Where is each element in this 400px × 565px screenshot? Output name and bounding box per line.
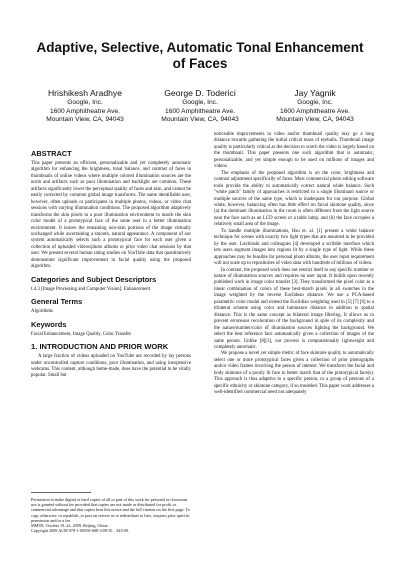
body-paragraph: The emphasis of the proposed algorithm is on the color, brightness and contrast adjustment specifically of faces. Most commercial photo editing software tools provide the ability to automatically correct natural white balance. Such "white patch" family of approaches is restricted to a single illuminant source or multiple sources of the same type, which is inadequate for our purpose. Global white, however, balancing often has little effect on facial skintone quality, since (a) the dominant illumination in the room is often different from the light source near the face such as an LCD screen or a table lamp, and (b) the face occupies a relatively small area of the image. <box>214 170 374 228</box>
body-paragraph: noticeable improvements in video and/or thumbnail quality may go a long distance towards gathering the initial critical mass of eyeballs. Thumbnail image quality is particularly critical as the decision to watch the video is largely based on the thumbnail. This paper presents one such algorithm that is automatic, personalizable, and yet simple enough to be used on millions of images and videos. <box>214 132 374 170</box>
author-name: Hrishikesh Aradhye <box>47 88 123 98</box>
general-terms-heading: General Terms <box>31 297 83 307</box>
author-org: Google, Inc. <box>297 99 333 106</box>
author-1 <box>30 88 140 125</box>
general-terms-text: Algorithms <box>31 309 54 315</box>
intro-heading: 1. INTRODUCTION AND PRIOR WORK <box>31 342 169 352</box>
author-name: George D. Toderici <box>164 88 236 98</box>
copyright-footnote <box>31 497 191 533</box>
abstract-text: This paper presents an efficient, personalizable and yet completely automatic algorithm for enhancing the brightness, tonal balance, and contrast of faces in thumbnails of online videos where multiple colored illumination sources are the norm and artifacts such as poor illumination and backlight are common. These artifacts significantly lower the perceptual quality of faces and skin, and cannot be easily corrected by common global image transforms. The same identifiable user, however, often uploads or participates in multiple photos, videos, or video chat sessions with varying illumination conditions. The proposed algorithm adaptively transforms the skin pixels in a poor illumination environment to match the skin color model of a prototypical face of the same user in a better illumination environment. It leaves the remaining non-skin portions of the image virtually unchanged while ascertaining a smooth, natural appearance. A component of our system automatically selects such a prototypical face for each user given a collection of uploaded videos/photo albums or prior video chat sessions by that user. We present several human rating studies on YouTube data that quantitatively demonstrate significant improvement in facial quality using the proposed algorithm. <box>31 161 191 270</box>
author-name: Jay Yagnik <box>294 88 336 98</box>
author-city: Mountain View, CA, 94043 <box>46 116 124 124</box>
author-address: 1600 Amphitheatre Ave. <box>50 107 120 115</box>
categories-text: I.4.3 [Image Processing and Computer Vision]: Enhancement <box>31 286 151 292</box>
copyright-text: Copyright 2009 ACM 978-1-60558-608-3/09/10 ...$10.00. <box>31 528 130 534</box>
keywords-text: Facial Enhancement, Image Quality, Color Transfer <box>31 331 132 337</box>
author-2 <box>145 88 255 125</box>
paper-title: Adaptive, Selective, Automatic Tonal Enhancement of Faces <box>36 40 364 71</box>
abstract-heading: ABSTRACT <box>31 149 72 158</box>
body-paragraph: To handle multiple illuminations, Hsu et. al. [1] present a white balance technique for scenes with exactly two light types that are assumed to be provided by the user. Lischinski and colleagues [4] developed a scribble interface which lets users segment images into regions lit by a single type of light. While these approaches may be feasible for personal photo albums, the user input requirement will not scale up to repositories of video data with hundreds of millions of videos. <box>214 228 374 267</box>
author-3 <box>260 88 370 125</box>
permission-text: Permission to make digital or hard copies of all or part of this work for personal or classroom use is granted without fee provided that copies are not made or distributed for profit or commercial advantage and that copies bear this notice and the full citation on the first page. To copy otherwise, to republish, to post on servers or to redistribute to lists, requires prior specific permission and/or a fee. <box>31 497 190 523</box>
author-address: 1600 Amphitheatre Ave. <box>165 107 235 115</box>
author-address: 1600 Amphitheatre Ave. <box>280 107 350 115</box>
footnote-rule <box>31 492 91 493</box>
left-column <box>31 150 191 380</box>
conference-text: MM'09, October 19–24, 2009, Beijing, China. <box>31 523 109 529</box>
author-city: Mountain View, CA, 94043 <box>161 116 239 124</box>
author-org: Google, Inc. <box>182 99 218 106</box>
author-org: Google, Inc. <box>67 99 103 106</box>
body-paragraph: We propose a novel yet simple metric of face skintone quality to automatically select one or more prototypical faces given a collection of prior photographs and/or video frames involving the person of interest. We transform the facial and body skintone of a poorly lit face to better match that of the prototypical face(s). This approach is thus adaptive to a specific person, or a group of persons of a specific ethnicity or skintone category, if so modeled. This paper work addresses a well-identified commercial need not adequately <box>214 351 374 396</box>
author-block <box>30 88 370 125</box>
right-column <box>214 132 374 397</box>
keywords-heading: Keywords <box>31 319 67 329</box>
intro-paragraph: A large fraction of videos uploaded on YouTube are recorded by lay persons under uncontrolled capture conditions, poor illumination, and using inexpensive webcams. This content, although home-made, does have the potential to be vitally popular. Small but <box>31 354 191 379</box>
body-paragraph: In contrast, the proposed work does not restrict itself to any specific number or nature of illumination sources and requires no user input. It builds upon recently published work in image color transfer [3]. They transformed the pixel color as a linear combination of colors of these best-match pixels in all swatches in the image weighted by the inverse Euclidean distance. We use a PCA-based parametric color model and extend the Euclidian weighting used in [5] [7] [6] to a trilateral scheme using color and luminance distance in addition to spatial distance. This is the same concept as bilateral image filtering. It allows us to prevent erroneous recoloration of the background in spite of its complexity and the nature/number/color of illumination sources lighting the background. We select the best reference face automatically given a collection of images of the same person. Unlike [8][3], our process is computationally lightweight and completely automatic. <box>214 267 374 350</box>
author-city: Mountain View, CA, 94043 <box>276 116 354 124</box>
categories-heading: Categories and Subject Descriptors <box>31 274 157 284</box>
